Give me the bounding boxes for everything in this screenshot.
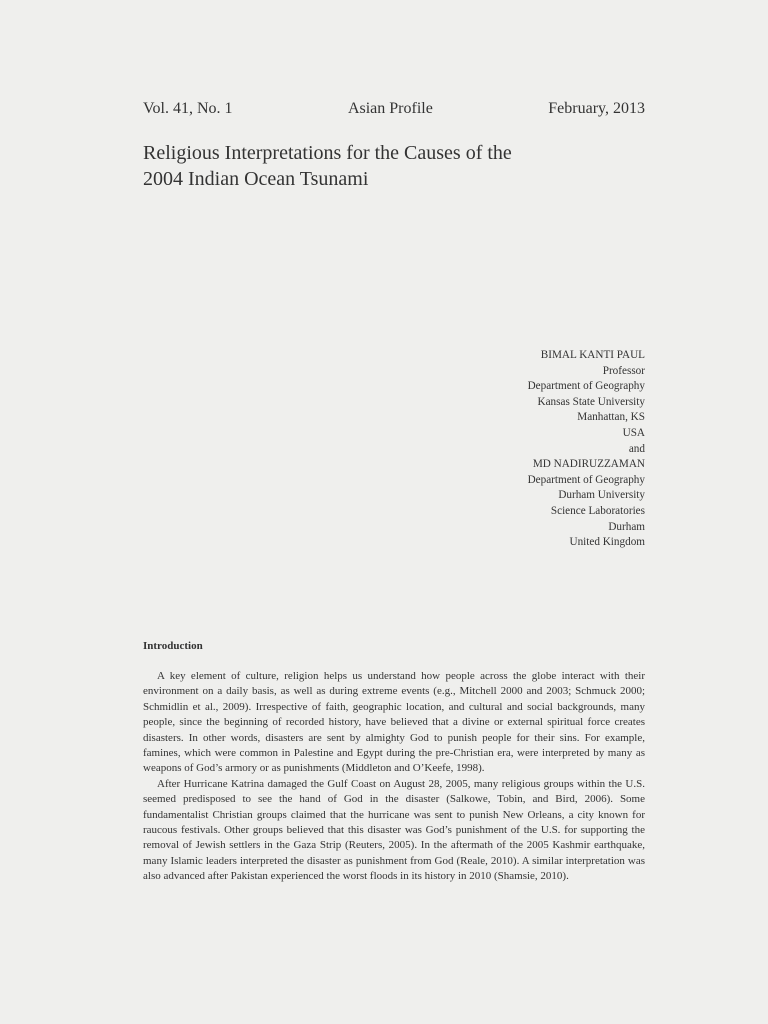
publication-date: February, 2013 [548, 100, 645, 117]
author-conjunction: and [628, 442, 645, 455]
article-title [143, 140, 623, 192]
paragraph-2: After Hurricane Katrina damaged the Gulf Coast on August 28, 2005, many religious groups within the U.S. seemed predisposed to see the hand of God in the disaster (Salkowe, Tobin, and Bird, 2006). Some fundamentalist Christian groups claimed that the hurricane was sent to punish New Orleans, a city known for raucous festivals. Other groups believed that this disaster was God’s punishment of the U.S. for supporting the removal of Jewish settlers in the Gaza Strip (Reuters, 2005). In the aftermath of the 2005 Kashmir earthquake, many Islamic leaders interpreted the disaster as punishment from God (Reale, 2010). A similar interpretation was also advanced after Pakistan experienced the worst floods in its history in 2010 (Shamsie, 2010). [143, 777, 645, 883]
paragraph-1: A key element of culture, religion helps us understand how people across the globe interact with their environment on a daily basis, as well as during extreme events (e.g., Mitchell 2000 and 2003; Schmuck 2000; Schmidlin et al., 2009). Irrespective of faith, geographic location, and cultural and social backgrounds, many people, since the beginning of recorded history, have believed that a divine or external spiritual force creates disasters. In other words, disasters are sent by almighty God to punish people for their sins. For example, famines, which were common in Palestine and Egypt during the pre-Christian era, were interpreted by many as weapons of God’s armory or as punishments (Middleton and O’Keefe, 1998). [143, 670, 645, 775]
author-city-1: Manhattan, KS [577, 411, 645, 424]
author-university-2: Durham University [558, 489, 645, 502]
title-line-1: Religious Interpretations for the Causes of the [143, 142, 512, 164]
author-department-2: Department of Geography [527, 473, 645, 486]
running-header [143, 100, 645, 118]
volume-issue: Vol. 41, No. 1 [143, 100, 233, 117]
author-department-1: Department of Geography [527, 380, 645, 393]
section-body [143, 669, 645, 885]
author-country-1: USA [622, 426, 645, 439]
journal-name: Asian Profile [347, 100, 433, 117]
author-title-1: Professor [602, 364, 645, 377]
author-country-2: United Kingdom [569, 536, 645, 549]
author-lab-2: Science Laboratories [550, 504, 645, 517]
section-heading: Introduction [143, 640, 203, 652]
author-university-1: Kansas State University [537, 395, 645, 408]
title-line-2: 2004 Indian Ocean Tsunami [143, 168, 369, 190]
author-city-2: Durham [608, 520, 645, 533]
author-affiliations [528, 348, 645, 551]
author-name-1: BIMAL KANTI PAUL [540, 349, 645, 361]
author-name-2: MD NADIRUZZAMAN [532, 458, 645, 471]
